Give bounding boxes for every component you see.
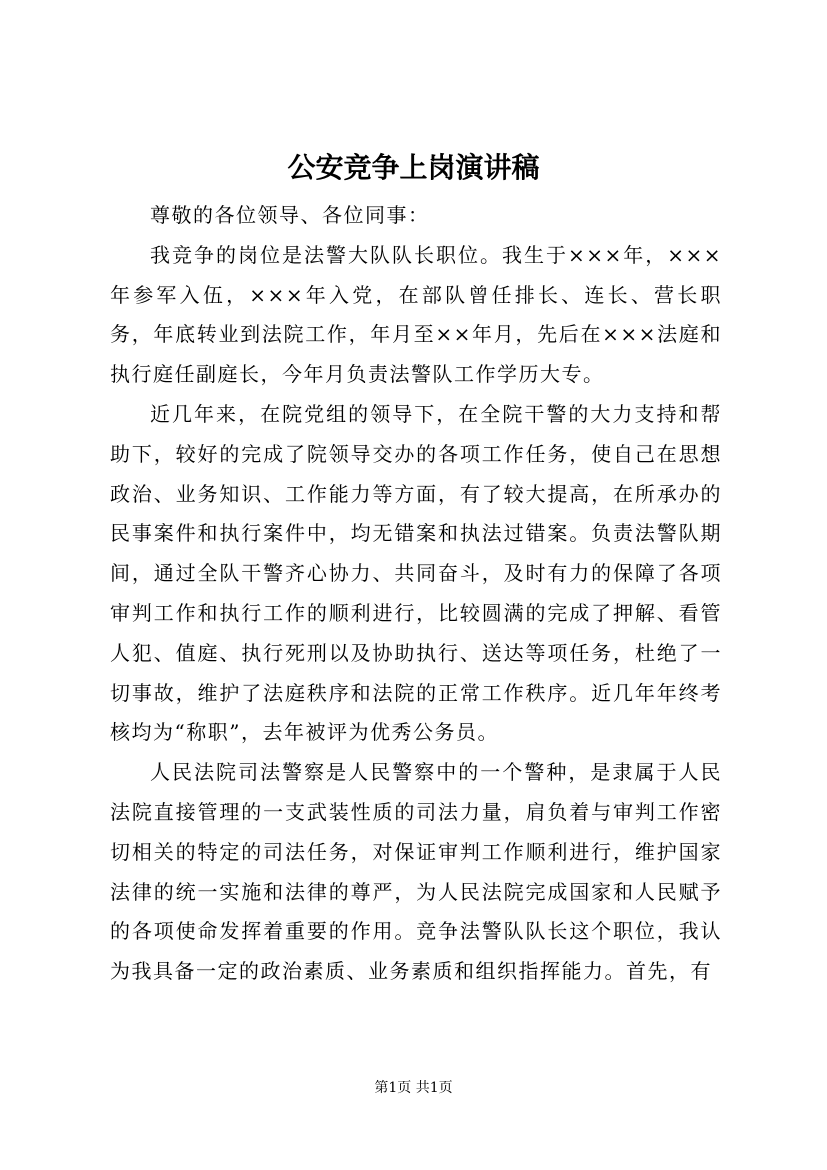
document-title: 公安竞争上岗演讲稿 <box>287 151 540 184</box>
salutation-paragraph: 尊敬的各位领导、各位同事： <box>150 203 430 227</box>
page-footer: 第1页 共1页 <box>374 1080 453 1096</box>
document-body <box>110 196 722 992</box>
body-paragraph-3: 人民法院司法警察是人民警察中的一个警种，是隶属于人民法院直接管理的一支武装性质的司法力量，肩负着与审判工作密切相关的特定的司法任务，对保证审判工作顺利进行，维护国家法律的统一实施和法律的尊严，为人民法院完成国家和人民赋予的各项使命发挥着重要的作用。竞争法警队队长这个职位，我认为我具备一定的政治素质、业务素质和组织指挥能力。首先，有 <box>110 760 722 984</box>
body-paragraph-2: 近几年来，在院党组的领导下，在全院干警的大力支持和帮助下，较好的完成了院领导交办的各项工作任务，使自己在思想政治、业务知识、工作能力等方面，有了较大提高，在所承办的民事案件和执行案件中，均无错案和执法过错案。负责法警队期间，通过全队干警齐心协力、共同奋斗，及时有力的保障了各项审判工作和执行工作的顺利进行，比较圆满的完成了押解、看管人犯、值庭、执行死刑以及协助执行、送达等项任务，杜绝了一切事故，维护了法庭秩序和法院的正常工作秩序。近几年年终考核均为“称职”，去年被评为优秀公务员。 <box>110 401 722 745</box>
body-paragraph-1: 我竞争的岗位是法警大队队长职位。我生于×××年，×××年参军入伍，×××年入党，在部队曾任排长、连长、营长职务，年底转业到法院工作，年月至××年月，先后在×××法庭和执行庭任副庭长，今年月负责法警队工作学历大专。 <box>110 242 722 387</box>
